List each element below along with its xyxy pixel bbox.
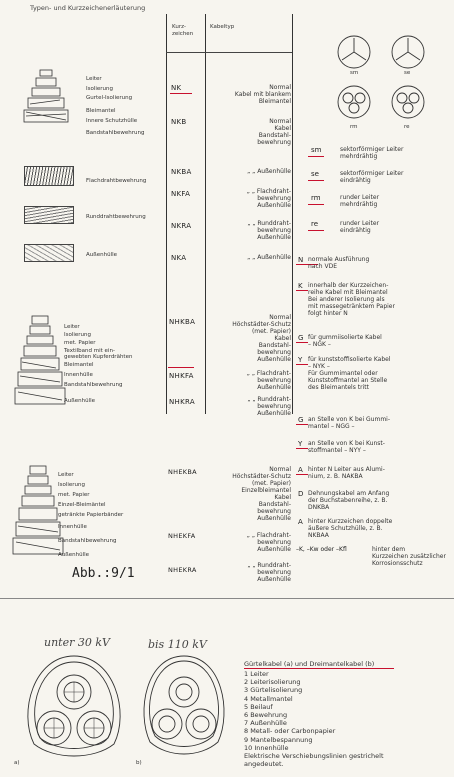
table-divider-1 [166,14,167,414]
cable3-label-1: Isolierung [58,482,86,488]
type-nkba: „ „ Außenhülle [247,168,291,175]
cable2-label-1: Isolierung [64,332,92,338]
cable3-label-5: Innenhülle [58,524,87,530]
letter-sym-3: Y [298,356,303,364]
type-nhkra: „ „ Runddraht- bewehrung Außenhülle [247,396,291,417]
letter-sym-9: –K, –Kw oder –Kfl [296,546,347,553]
type-nhekfa: „ „ Flachdraht- bewehrung Außenhülle [246,532,291,553]
conductor-shapes-drawing [330,30,450,130]
caption-title: Gürtelkabel (a) und Dreimantelkabel (b) [244,660,375,668]
shape-sym-se-underline [308,180,324,181]
cable2-label-7: Außenhülle [64,398,95,404]
cable1-label-1: Isolierung [86,86,114,92]
cable3-label-7: Außenhülle [58,552,89,558]
type-nkb: Normal Kabel Bandstahl- bewehrung [257,118,291,146]
code-nhekra: NHEKRA [168,566,197,574]
shape-text-se: sektorförmiger Leiter eindrähtig [340,170,404,184]
shape-sym-rm: rm [311,194,321,202]
cable2-label-6: Bandstahlbewehrung [64,382,123,388]
code-nkba: NKBA [171,168,192,176]
code-nhkba: NHKBA [169,318,196,326]
single-label-0: Flachdrahtbewehrung [86,178,147,184]
type-nka: „ „ Außenhülle [247,254,291,261]
handwritten-note-110kv: bis 110 kV [148,638,207,651]
letter-sym-2-underline [296,342,308,343]
type-nkfa: „ „ Flachdraht- bewehrung Außenhülle [246,188,291,209]
table-header-rule [166,52,292,53]
shape-label-rm: rm [350,124,358,130]
runddraht-swatch [24,206,74,224]
shape-sym-sm: sm [311,146,322,154]
code-nhkra: NHKRA [169,398,195,406]
shape-sym-re-underline [308,230,324,231]
code-nkfa: NKFA [171,190,191,198]
type-nhekra: „ „ Runddraht- bewehrung Außenhülle [247,562,291,583]
letter-sym-6-underline [296,474,308,475]
shape-sym-sm-underline [308,156,324,157]
code-nk-underline [170,93,192,94]
code-nhekba: NHEKBA [168,468,197,476]
header-kabeltyp: Kabeltyp [210,24,235,30]
shape-text-sm: sektorförmiger Leiter mehrdrähtig [340,146,404,160]
letter-text-3: für kunststoffisolierte Kabel – NYK – Für Gummimantel oder Kunststoffmantel an Stelle des Bleimantels tritt [308,356,391,391]
caption-legend: 1 Leiter 2 Leiterisolierung 3 Gürtelisolierung 4 Metallmantel 5 Beilauf 6 Bewehrung 7 Außenhülle 8 Metall- oder Carbonpapier 9 Mantelbespannung 10 Innenhülle Elektrische Verschiebungslinien gestrichelt angedeutet. [244,670,384,769]
letter-sym-1-underline [296,290,308,291]
letter-text-5: an Stelle von K bei Kunst- stoffmantel – NYY – [308,440,385,454]
code-nhkfa-underline [168,367,194,368]
letter-sym-3-underline [296,364,308,365]
belted-cable-cross-section [14,652,134,762]
type-nkra: „ „ Runddraht- bewehrung Außenhülle [247,220,291,241]
three-core-cable-cross-section [136,652,232,762]
figure-number: Abb.:9/1 [72,566,135,581]
table-divider-3 [292,14,293,414]
cable3-label-4: getränkte Papierbänder [58,512,124,518]
page-title: Typen- und Kurzzeichenerläuterung [30,4,146,12]
code-nhekfa: NHEKFA [168,532,196,540]
figure-b-label: b) [136,760,142,766]
letter-sym-6: A [298,466,303,474]
cable2-label-3: Textilband mit ein- gewebten Kupferdrähten [64,348,133,360]
type-nhekba: Normal Höchstädter-Schutz (met. Papier) Einzelbleimantel Kabel Bandstahl- bewehrung Außenhülle [232,466,291,522]
shape-sym-re: re [311,220,319,228]
letter-text-0: normale Ausführung nach VDE [308,256,370,270]
letter-text-6: hinter N Leiter aus Alumi- nium, z. B. NAKBA [308,466,385,480]
letter-sym-8: A [298,518,303,526]
shape-sym-se: se [311,170,319,178]
cable1-label-4: Innere Schutzhülle [86,118,138,124]
cable3-label-6: Bandstahlbewehrung [58,538,117,544]
letter-text-9: hinter dem Kurzzeichen zusätzlicher Korrosionsschutz [372,546,446,567]
letter-sym-0: N [298,256,304,264]
shape-text-rm: runder Leiter mehrdrähtig [340,194,380,208]
cable1-label-5: Bandstahlbewehrung [86,130,145,136]
code-nka: NKA [171,254,187,262]
letter-sym-5-underline [296,448,308,449]
cable-nk-drawing [10,64,90,144]
letter-sym-2: G [298,334,304,342]
shape-label-re: re [404,124,410,130]
section-divider [0,598,454,599]
shape-label-se: se [404,70,411,76]
letter-text-8: hinter Kurzzeichen doppelte äußere Schutzhülle, z. B. NKBAA [308,518,393,539]
code-nhkfa: NHKFA [169,372,194,380]
shape-text-re: runder Leiter eindrähtig [340,220,380,234]
header-kurzzeichen: Kurz- zeichen [172,24,194,37]
cable2-label-0: Leiter [64,324,80,330]
cable3-label-0: Leiter [58,472,74,478]
single-label-1: Runddrahtbewehrung [86,214,146,220]
code-nk: NK [171,84,182,92]
handwritten-note-30kv: unter 30 kV [44,636,110,649]
type-nhkba: Normal Höchstädter-Schutz (met. Papier) Kabel Bandstahl- bewehrung Außenhülle [232,314,291,363]
letter-sym-5: Y [298,440,303,448]
letter-sym-7: D [298,490,304,498]
code-nkra: NKRA [171,222,192,230]
letter-text-7: Dehnungskabel am Anfang der Buchstabenreihe, z. B. DNKBA [308,490,390,511]
cable1-label-2: Gurtel-Isolierung [86,95,133,101]
aussenhuelle-swatch [24,244,74,262]
type-nk: Normal Kabel mit blankem Bleimantel [234,84,291,105]
letter-text-2: für gummiisolierte Kabel – NGK – [308,334,382,348]
single-label-2: Außenhülle [86,252,117,258]
shape-label-sm: sm [350,70,359,76]
cable2-label-2: met. Papier [64,340,96,346]
shape-sym-rm-underline [308,204,324,205]
cable1-label-3: Bleimantel [86,108,116,114]
letter-text-1: innerhalb der Kurzzeichen- reihe Kabel mit Bleimantel Bei anderer Isolierung als mit massegetränktem Papier folgt hinter N [308,282,395,317]
cable2-label-5: Innenhülle [64,372,93,378]
letter-sym-4: G [298,416,304,424]
figure-a-label: a) [14,760,20,766]
cable1-label-0: Leiter [86,76,102,82]
letter-text-4: an Stelle von K bei Gummi- mantel – NGG – [308,416,390,430]
cable3-label-3: Einzel-Bleimäntel [58,502,106,508]
flachdraht-swatch [24,166,74,186]
cable2-label-4: Bleimantel [64,362,94,368]
letter-sym-1: K [298,282,303,290]
type-nhkfa: „ „ Flachdraht- bewehrung Außenhülle [246,370,291,391]
code-nkb: NKB [171,118,187,126]
cable3-label-2: met. Papier [58,492,90,498]
table-divider-2 [205,14,206,414]
letter-sym-4-underline [296,424,308,425]
